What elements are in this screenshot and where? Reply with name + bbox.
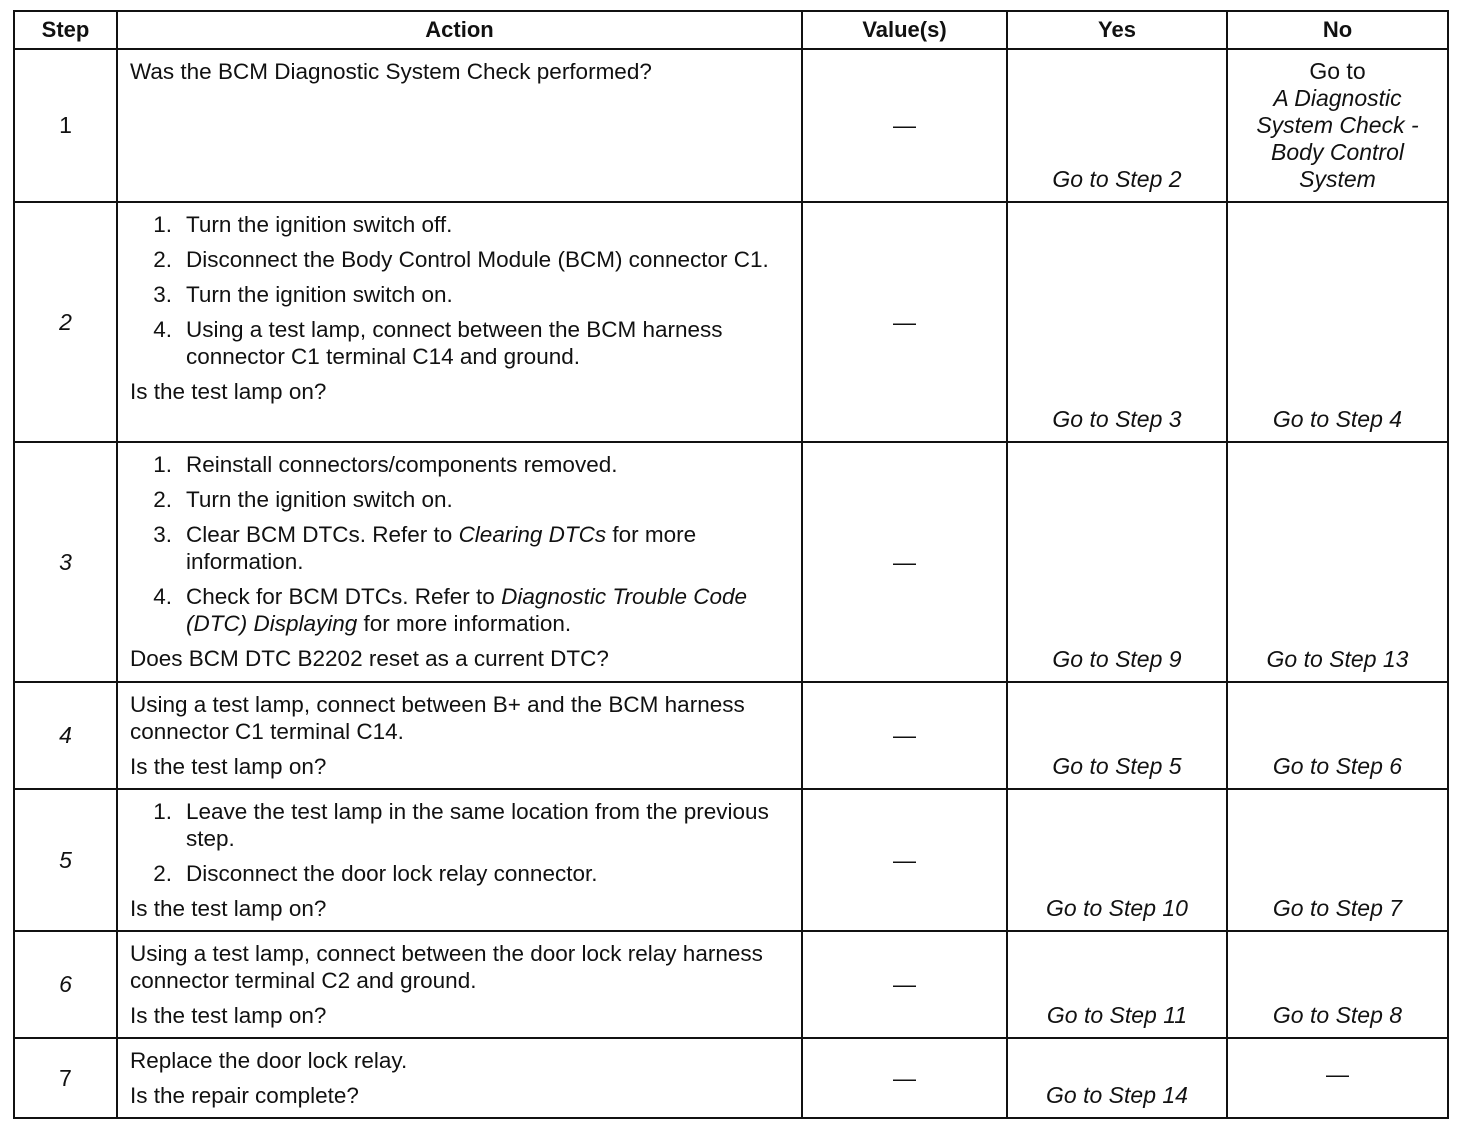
action-steps-list: [130, 798, 791, 887]
no-prefix: Go to: [1309, 58, 1366, 84]
list-item: 3. Clear BCM DTCs. Refer to Clearing DTCs for more information.: [153, 522, 697, 574]
action-text: Using a test lamp, connect between B+ and the BCM harness connector C1 terminal C14.: [130, 692, 745, 744]
no-cell: Go to Step 4: [1227, 202, 1448, 442]
list-item: 2. Disconnect the Body Control Module (BCM) connector C1.: [153, 247, 769, 272]
no-ref-line: A Diagnostic: [1273, 85, 1402, 111]
yes-cell: Go to Step 2: [1007, 49, 1227, 202]
action-question: Does BCM DTC B2202 reset as a current DTC?: [130, 646, 609, 671]
list-item: 4. Using a test lamp, connect between the BCM harness connector C1 terminal C14 and ground.: [153, 317, 723, 369]
list-item: 1. Leave the test lamp in the same location from the previous step.: [153, 799, 769, 851]
action-question: Is the test lamp on?: [130, 1003, 327, 1028]
list-item: 2. Turn the ignition switch on.: [153, 487, 453, 512]
action-question: Is the test lamp on?: [130, 754, 327, 779]
list-item: 3. Turn the ignition switch on.: [153, 282, 453, 307]
step-number: 5: [14, 789, 117, 931]
header-row: [14, 11, 1448, 49]
yes-cell: Go to Step 14: [1007, 1038, 1227, 1118]
header-action: Action: [117, 11, 802, 49]
yes-cell: Go to Step 9: [1007, 442, 1227, 682]
action-text: Replace the door lock relay.: [130, 1048, 408, 1073]
no-cell: —: [1227, 1038, 1448, 1118]
table-row: [14, 49, 1448, 202]
diagnostic-table: [13, 10, 1449, 1119]
value-cell: —: [802, 442, 1007, 682]
action-question: Was the BCM Diagnostic System Check performed?: [130, 59, 652, 84]
action-cell: [117, 442, 802, 682]
header-step: Step: [14, 11, 117, 49]
no-ref-line: System: [1299, 166, 1376, 192]
no-ref-line: System Check -: [1256, 112, 1419, 138]
no-cell: Go to Step 6: [1227, 682, 1448, 789]
step-number: 6: [14, 931, 117, 1038]
list-item: 1. Reinstall connectors/components removed.: [153, 452, 618, 477]
step-number: 7: [14, 1038, 117, 1118]
reference-link-text: Diagnostic Trouble Code (DTC) Displaying: [186, 584, 748, 636]
no-cell: Go to Step 7: [1227, 789, 1448, 931]
value-cell: —: [802, 682, 1007, 789]
action-cell: [117, 1038, 802, 1118]
action-cell: [117, 682, 802, 789]
action-steps-list: [130, 211, 791, 370]
yes-cell: Go to Step 10: [1007, 789, 1227, 931]
action-cell: [117, 202, 802, 442]
step-number: 1: [14, 49, 117, 202]
no-ref-line: Body Control: [1271, 139, 1404, 165]
table-row: [14, 442, 1448, 682]
table-row: [14, 1038, 1448, 1118]
action-text: Using a test lamp, connect between the door lock relay harness connector terminal C2 and ground.: [130, 941, 763, 993]
action-question: Is the test lamp on?: [130, 896, 327, 921]
yes-cell: Go to Step 5: [1007, 682, 1227, 789]
step-number: 4: [14, 682, 117, 789]
header-yes: Yes: [1007, 11, 1227, 49]
action-cell: [117, 931, 802, 1038]
value-cell: —: [802, 202, 1007, 442]
step-number: 2: [14, 202, 117, 442]
list-item: 2. Disconnect the door lock relay connector.: [153, 861, 598, 886]
action-cell: [117, 49, 802, 202]
list-item: 1. Turn the ignition switch off.: [153, 212, 453, 237]
table-row: [14, 931, 1448, 1038]
yes-cell: Go to Step 3: [1007, 202, 1227, 442]
yes-cell: Go to Step 11: [1007, 931, 1227, 1038]
no-cell: [1227, 49, 1448, 202]
step-number: 3: [14, 442, 117, 682]
table-row: [14, 682, 1448, 789]
value-cell: —: [802, 1038, 1007, 1118]
action-question: Is the repair complete?: [130, 1083, 359, 1108]
no-cell: Go to Step 13: [1227, 442, 1448, 682]
header-no: No: [1227, 11, 1448, 49]
header-values: Value(s): [802, 11, 1007, 49]
action-question: Is the test lamp on?: [130, 379, 327, 404]
reference-link-text: Clearing DTCs: [458, 522, 607, 547]
value-cell: —: [802, 49, 1007, 202]
value-cell: —: [802, 789, 1007, 931]
table-row: [14, 202, 1448, 442]
action-cell: [117, 789, 802, 931]
list-item: 4. Check for BCM DTCs. Refer to Diagnostic Trouble Code (DTC) Displaying for more information.: [153, 584, 748, 636]
no-cell: Go to Step 8: [1227, 931, 1448, 1038]
value-cell: —: [802, 931, 1007, 1038]
table-row: [14, 789, 1448, 931]
action-steps-list: [130, 451, 791, 637]
